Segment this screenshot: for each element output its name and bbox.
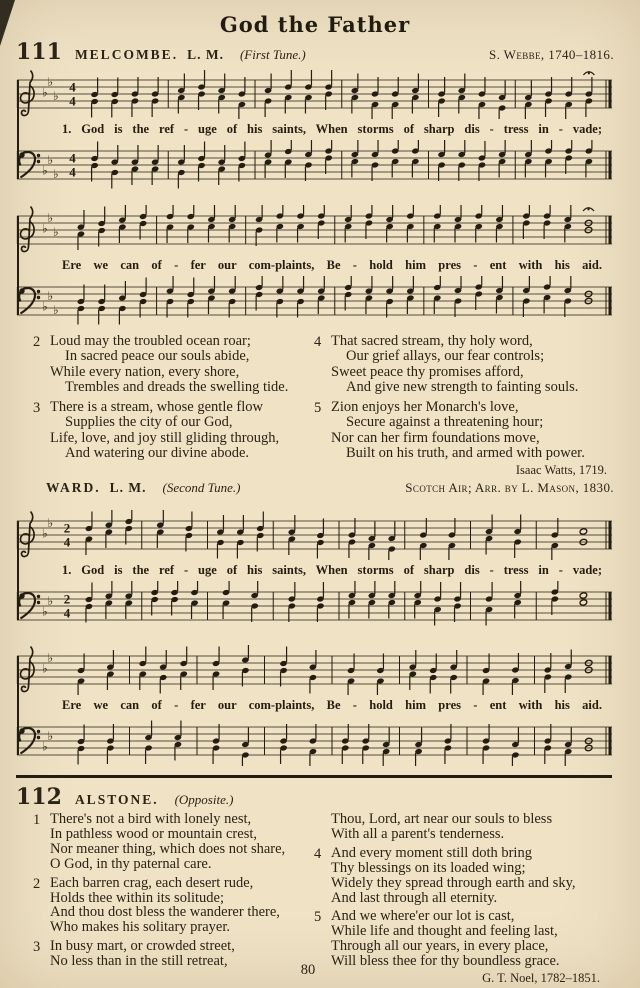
- verse-number: [314, 812, 331, 842]
- bass-clef-dot: [37, 154, 40, 157]
- bass-clef-icon: [19, 288, 24, 293]
- time-signature: 4: [69, 79, 76, 95]
- verse-number: 3: [33, 400, 41, 417]
- verse-line: And we where'er our lot is cast,: [331, 908, 515, 925]
- note-head: [579, 599, 587, 606]
- lyric-line: 1. God is the ref - uge of his saints, When storms of sharp dis - tress in - vade;: [62, 122, 602, 136]
- verse: [33, 334, 312, 395]
- composer-credit: S. Webbe, 1740–1816.: [488, 47, 614, 62]
- final-barline: [609, 287, 612, 315]
- bass-clef-dot: [37, 595, 40, 598]
- verse-body: [331, 334, 614, 395]
- verse-number: 5: [314, 909, 322, 926]
- verse-body: [50, 812, 312, 872]
- verse-body: [50, 400, 312, 461]
- bass-clef-dot: [37, 160, 40, 163]
- verse-line: Holds thee within its solitude;: [50, 889, 224, 906]
- final-barline: [609, 656, 612, 684]
- verse-body: [331, 812, 614, 842]
- verse-line: Zion enjoys her Monarch's love,: [331, 399, 519, 416]
- flat-sign: ♭: [47, 651, 54, 666]
- verse: [314, 400, 614, 461]
- tune-name: ALSTONE.: [74, 791, 159, 807]
- flat-sign: ♭: [53, 225, 59, 239]
- verse-line: And give new strength to fainting souls.: [346, 378, 579, 395]
- flat-sign: ♭: [42, 299, 48, 314]
- verse-number: 4: [314, 334, 322, 350]
- flat-sign: ♭: [42, 221, 48, 236]
- bass-staff: [16, 274, 614, 328]
- verse: [314, 909, 614, 969]
- flat-sign: ♭: [47, 211, 54, 225]
- verse-line: While life and thought and feeling last,: [331, 923, 558, 940]
- verse-line: With all a parent's tenderness.: [331, 825, 505, 842]
- treble-staff: [16, 203, 614, 257]
- verse-line: Nor can her firm foundations move,: [331, 429, 540, 446]
- flat-sign: ♭: [42, 526, 48, 541]
- lyric-line: Ere we can of - fer our com-plaints, Be - hold him pres - ent with his aid.: [62, 698, 602, 713]
- bass-staff: [16, 138, 614, 192]
- verse-line: Thou, Lord, art near our souls to bless: [331, 810, 553, 827]
- time-signature: 4: [63, 534, 71, 550]
- verse-body: [50, 876, 312, 936]
- verse: [314, 812, 614, 842]
- flat-sign: ♭: [53, 167, 59, 181]
- bass-clef-dot: [37, 730, 40, 733]
- bass-clef-dot: [37, 290, 40, 293]
- hymn-number: 112: [16, 783, 62, 810]
- verse: [33, 400, 312, 461]
- flat-sign: ♭: [47, 594, 54, 609]
- verse-line: In pathless wood or mountain crest,: [50, 825, 257, 842]
- time-signature: 4: [69, 93, 76, 109]
- verse-line: Trembles and dreads the swelling tide.: [65, 378, 289, 395]
- verse-line: O God, in thy paternal care.: [50, 855, 212, 872]
- verse-number: 3: [33, 939, 41, 956]
- hymn-number: 111: [16, 39, 62, 65]
- flat-sign: ♭: [53, 303, 59, 317]
- flat-sign: ♭: [47, 75, 54, 89]
- flat-sign: ♭: [53, 89, 59, 103]
- bass-clef-icon: [19, 729, 24, 734]
- verse-line: And last through all eternity.: [331, 889, 498, 906]
- final-barline: [609, 592, 612, 620]
- ward-system-1: [16, 508, 614, 633]
- verse-line: Built on his truth, and armed with power.: [346, 445, 585, 462]
- verse: [33, 876, 312, 936]
- verse: [33, 812, 312, 872]
- flat-sign: ♭: [42, 163, 48, 178]
- flat-sign: ♭: [42, 739, 48, 754]
- verse-line: In sacred peace our souls abide,: [65, 348, 250, 365]
- tune-variant-label: (First Tune.): [239, 47, 306, 62]
- verse-body: [331, 846, 614, 906]
- scan-corner-artifact: [0, 0, 15, 46]
- verse-line: Nor meaner thing, which does not share,: [50, 840, 286, 857]
- flat-sign: ♭: [42, 85, 48, 100]
- melcombe-system-1: [16, 67, 614, 192]
- flat-sign: ♭: [47, 153, 54, 167]
- note-head: [579, 528, 587, 535]
- hymn-112-attribution: G. T. Noel, 1782–1851.: [482, 971, 600, 986]
- final-barline: [609, 80, 612, 108]
- page-title: God the Father: [219, 12, 411, 37]
- verse-line: In busy mart, or crowded street,: [50, 938, 235, 955]
- page-number: 80: [300, 962, 316, 978]
- arranger-credit: Scotch Air; Arr. by L. Mason, 1830.: [405, 480, 614, 496]
- flat-sign: ♭: [47, 729, 54, 744]
- bass-staff: [16, 714, 614, 768]
- flat-sign: ♭: [47, 289, 54, 303]
- lyric-line: Ere we can of - fer our com-plaints, Be - hold him pres - ent with his aid.: [62, 258, 602, 272]
- tune-variant-label: (Second Tune.): [162, 480, 241, 496]
- verse-line: And every moment still doth bring: [331, 844, 532, 861]
- melcombe-system-2: [16, 203, 614, 328]
- verse-line: That sacred stream, thy holy word,: [331, 333, 533, 349]
- time-signature: 2: [63, 520, 71, 536]
- verse-line: Loud may the troubled ocean roar;: [50, 333, 251, 349]
- verse-line: There is a stream, whose gentle flow: [50, 399, 263, 416]
- tune-name: WARD.: [46, 480, 101, 496]
- verses-column-right: [312, 812, 614, 973]
- treble-staff: [16, 508, 614, 562]
- bass-clef-dot: [37, 601, 40, 604]
- flat-sign: ♭: [42, 661, 48, 676]
- verse-line: Through all our years, in every place,: [331, 938, 549, 955]
- bass-clef-icon: [19, 594, 24, 599]
- verse-line: There's not a bird with lonely nest,: [50, 810, 252, 827]
- note-head: [579, 592, 587, 599]
- verse-body: [331, 400, 614, 461]
- verse-body: [50, 334, 312, 395]
- ward-heading: [16, 480, 614, 505]
- hymn-111-attribution: Isaac Watts, 1719.: [515, 463, 607, 478]
- time-signature: 4: [69, 150, 76, 166]
- flat-sign: ♭: [42, 604, 48, 619]
- final-barline: [609, 521, 612, 549]
- verse-line: No less than in the still retreat,: [50, 953, 228, 970]
- verses-column-left: [16, 812, 312, 973]
- final-barline: [609, 216, 612, 244]
- verses-column-right: [312, 334, 614, 466]
- bass-clef-dot: [37, 736, 40, 739]
- hymn-112-heading: [16, 784, 614, 810]
- lyric-line: 1. God is the ref - uge of his saints, When storms of sharp dis - tress in - vade;: [62, 563, 602, 578]
- final-barline: [609, 151, 612, 179]
- verse-line: Our grief allays, our fear controls;: [346, 348, 545, 365]
- treble-staff: [16, 67, 614, 121]
- hymn-111-heading: [16, 39, 614, 64]
- verse-line: Who makes his solitary prayer.: [50, 919, 230, 936]
- verse-number: 1: [33, 811, 41, 828]
- time-signature: 2: [63, 591, 71, 607]
- verse-number: 4: [314, 845, 322, 862]
- time-signature: 4: [69, 164, 76, 180]
- verse-line: Life, love, and joy still gliding through,: [50, 429, 280, 446]
- hymn-112-verses: [16, 812, 614, 973]
- flat-sign: ♭: [47, 516, 54, 531]
- verses-column-left: [16, 334, 312, 466]
- verse-line: And watering our divine abode.: [65, 445, 250, 462]
- verse-number: 2: [33, 875, 41, 892]
- ward-system-2: [16, 643, 614, 768]
- verse-line: Secure against a threatening hour;: [346, 414, 544, 431]
- time-signature: 4: [63, 605, 71, 621]
- bass-clef-icon: [19, 152, 24, 157]
- verse: [314, 334, 614, 395]
- tune-variant-label: (Opposite.): [174, 791, 234, 807]
- verse-line: While every nation, every shore,: [50, 363, 240, 380]
- verse-line: Widely they spread through earth and sky,: [331, 874, 576, 891]
- meter-label: L. M.: [109, 480, 147, 496]
- section-divider: [16, 775, 612, 778]
- verse-line: Sweet peace thy promises afford,: [331, 363, 524, 380]
- verse-line: And thou dost bless the wanderer there,: [50, 904, 280, 921]
- meter-label: L. M.: [187, 47, 224, 62]
- fermata-icon: [588, 72, 590, 74]
- verse-line: Will bless thee for thy boundless grace.: [331, 953, 560, 970]
- final-barline: [609, 727, 612, 755]
- verse: [314, 846, 614, 906]
- hymn-111-verses: [16, 334, 614, 466]
- verse-line: Each barren crag, each desert rude,: [50, 874, 254, 891]
- fermata-icon: [587, 208, 589, 210]
- verse-number: 2: [33, 334, 41, 350]
- tune-name: MELCOMBE.: [74, 47, 179, 62]
- bass-clef-dot: [37, 296, 40, 299]
- verse-line: Supplies the city of our God,: [65, 414, 233, 431]
- verse-line: Thy blessings on its loaded wing;: [331, 859, 526, 876]
- verse-body: [331, 909, 614, 969]
- bass-staff: [16, 579, 614, 633]
- treble-staff: [16, 643, 614, 697]
- verse-number: 5: [314, 400, 322, 417]
